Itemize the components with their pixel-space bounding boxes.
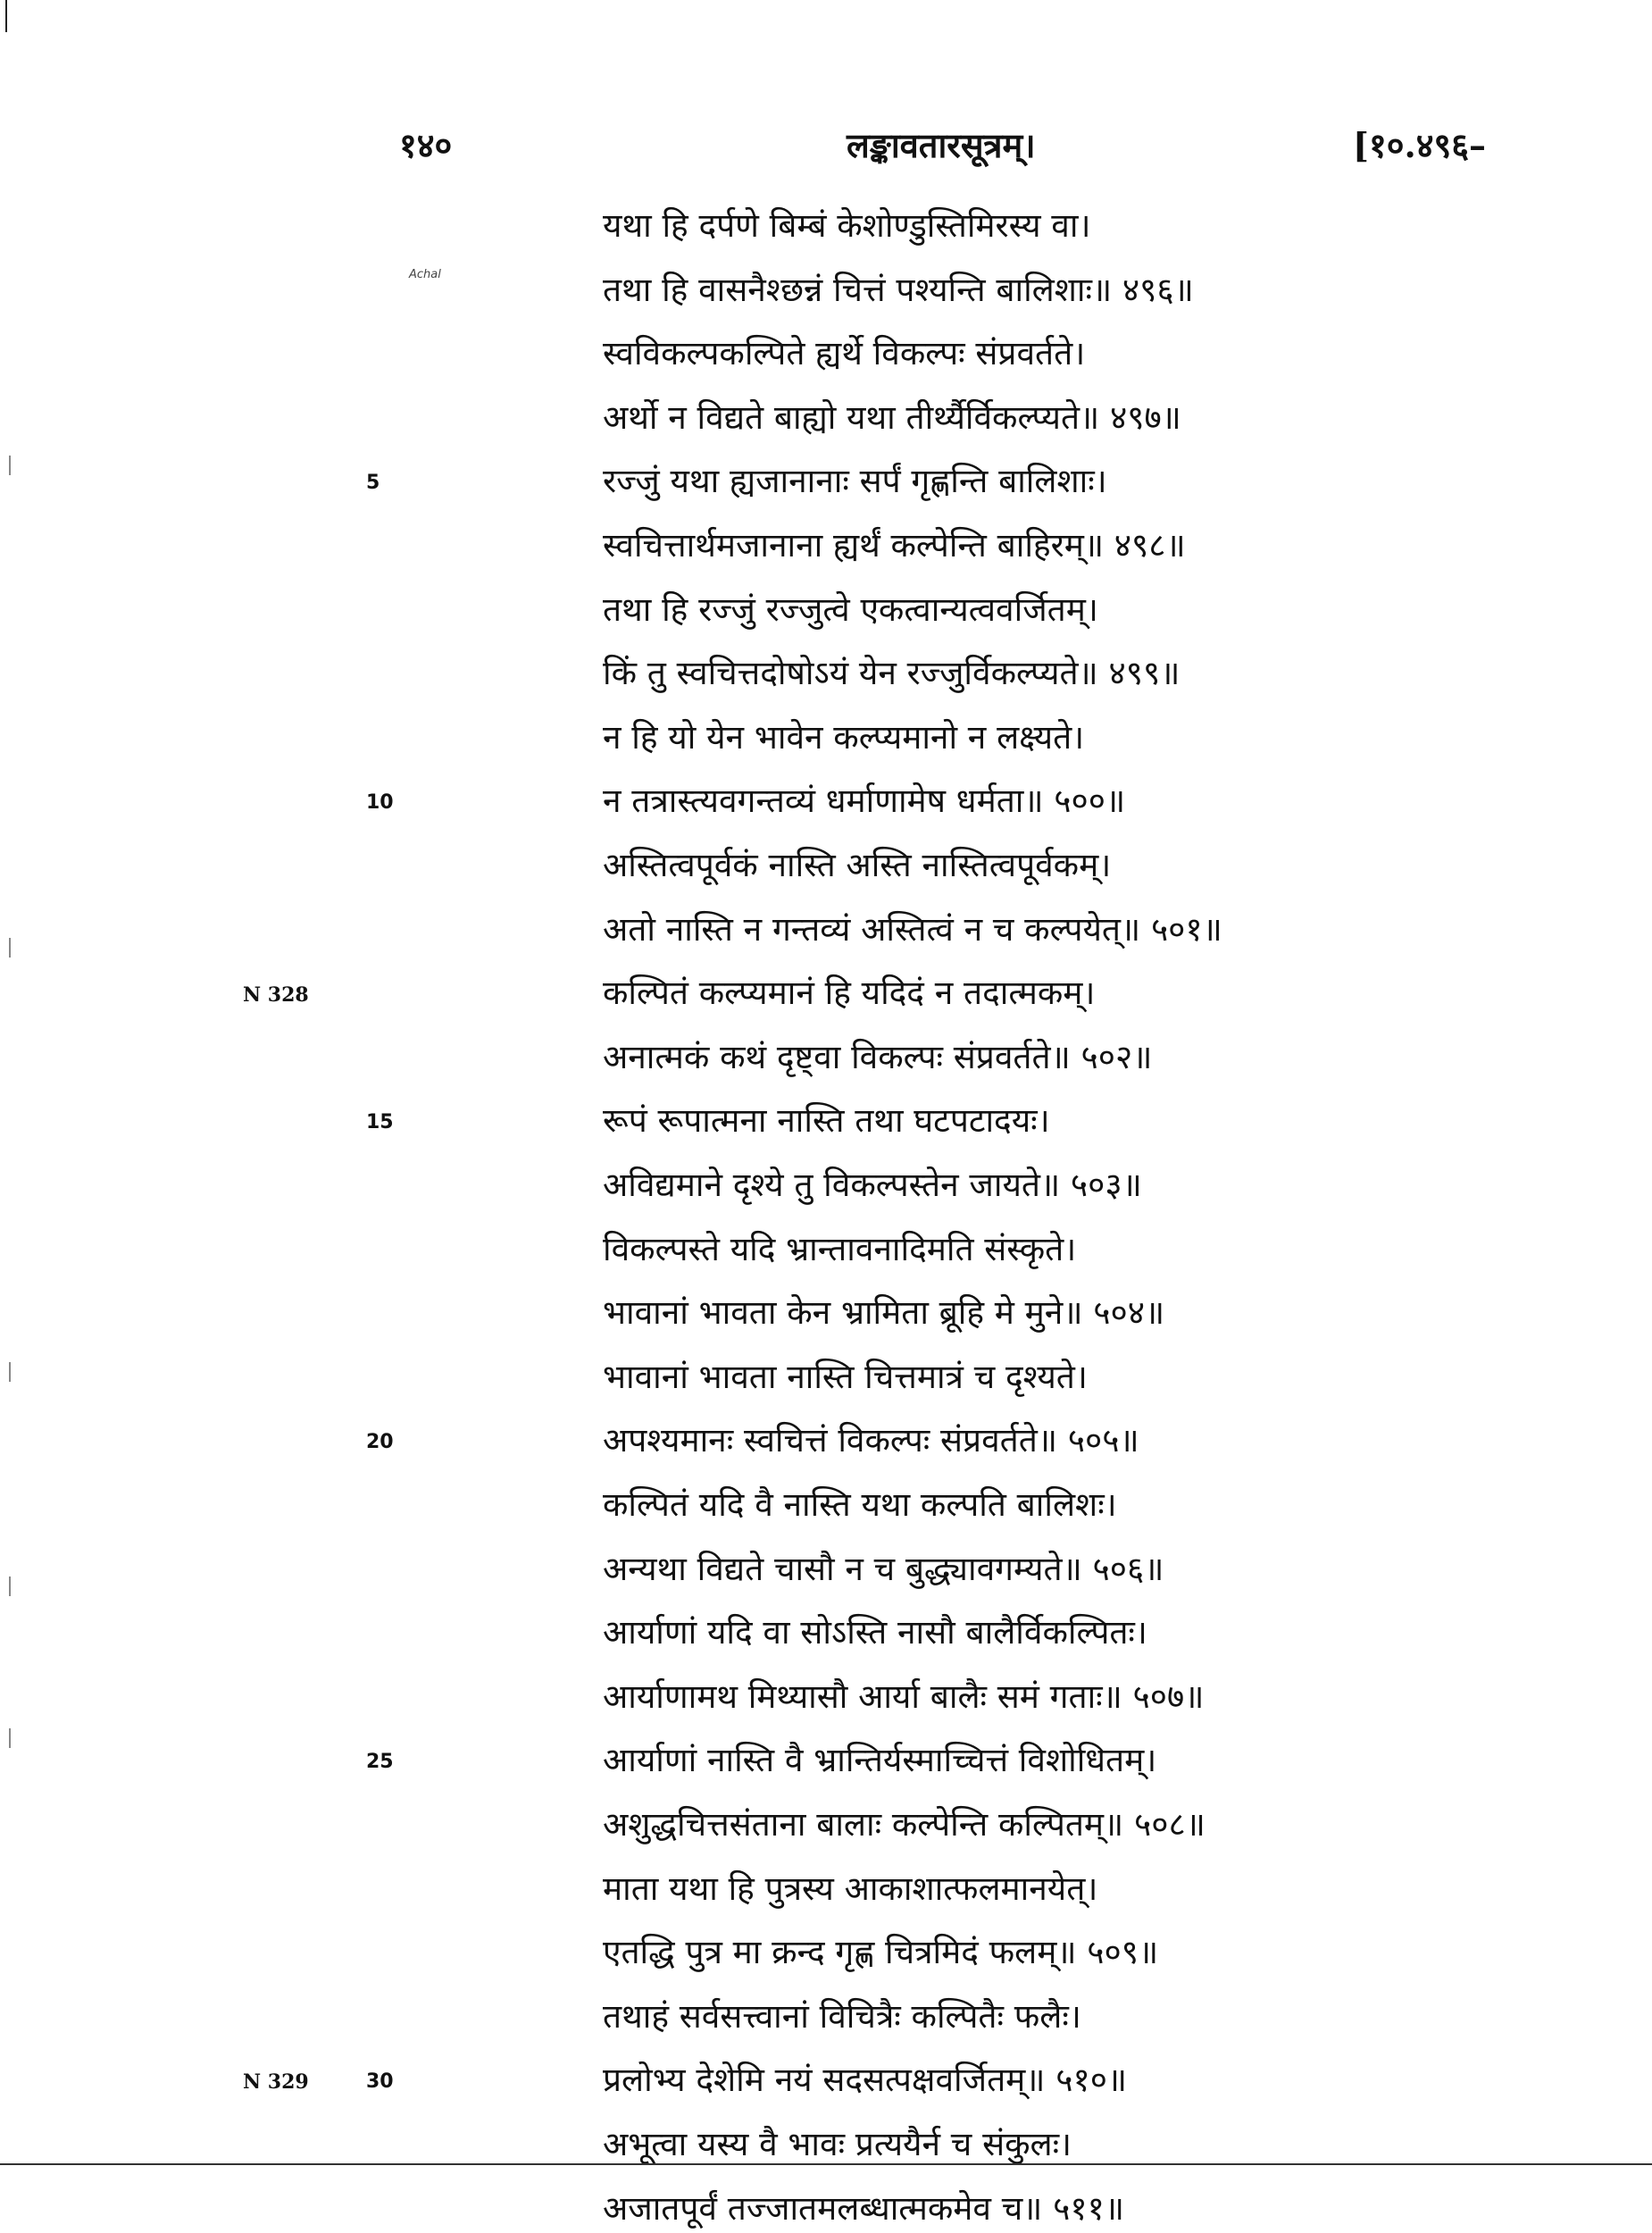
line-number: 5 <box>366 472 380 495</box>
verse-line: आर्याणां नास्ति वै भ्रान्तिर्यस्माच्चित्तं विशोधितम्। <box>603 1741 1157 1780</box>
verse-line: अपश्यमानः स्वचित्तं विकल्पः संप्रवर्तते॥ ५०५॥ <box>603 1421 1139 1460</box>
scan-mark <box>9 1362 11 1382</box>
verse-line: कल्पितं यदि वै नास्ति यथा कल्पति बालिशः। <box>603 1485 1117 1524</box>
n-marker: N 329 <box>243 2070 309 2095</box>
scan-mark <box>9 1576 11 1596</box>
verse-line: रूपं रूपात्मना नास्ति तथा घटपटादयः। <box>603 1101 1050 1141</box>
section-reference: [१०.४९६– <box>1353 125 1487 165</box>
verse-line: न हि यो येन भावेन कल्प्यमानो न लक्ष्यते। <box>603 717 1085 757</box>
verse-line: अशुद्धचित्तसंताना बालाः कल्पेन्ति कल्पितम्॥ ५०८॥ <box>603 1805 1206 1844</box>
verse-line: कल्पितं कल्प्यमानं हि यदिदं न तदात्मकम्। <box>603 974 1096 1013</box>
running-title: लङ्कावतारसूत्रम्। <box>847 125 1036 165</box>
verse-line: रज्जुं यथा ह्यजानानाः सर्पं गृह्णन्ति बालिशाः। <box>603 462 1107 501</box>
verse-line: स्वचित्तार्थमजानाना ह्यर्थं कल्पेन्ति बाहिरम्॥ ४९८॥ <box>603 526 1186 565</box>
line-number: 20 <box>366 1431 394 1454</box>
verse-line: एतद्धि पुत्र मा क्रन्द गृह्ण चित्रमिदं फलम्॥ ५०९॥ <box>603 1933 1159 1972</box>
verse-line: स्वविकल्पकल्पिते ह्यर्थे विकल्पः संप्रवर्तते। <box>603 334 1086 373</box>
verse-line: अविद्यमाने दृश्ये तु विकल्पस्तेन जायते॥ ५०३॥ <box>603 1166 1142 1204</box>
verse-line: अतो नास्ति न गन्तव्यं अस्तित्वं न च कल्पयेत्॥ ५०१॥ <box>603 909 1222 949</box>
verse-line: अस्तित्वपूर्वकं नास्ति अस्ति नास्तित्वपूर्वकम्। <box>603 846 1112 884</box>
line-number: 15 <box>366 1111 394 1134</box>
verse-line: न तत्रास्त्यवगन्तव्यं धर्माणामेष धर्मता॥ ५००॥ <box>603 782 1126 821</box>
page-header <box>0 116 1652 179</box>
verse-line: तथा हि रज्जुं रज्जुत्वे एकत्वान्यत्ववर्जितम्। <box>603 590 1098 629</box>
verse-line: तथाहं सर्वसत्त्वानां विचित्रैः कल्पितैः फलैः। <box>603 1996 1081 2036</box>
verse-line: किं तु स्वचित्तदोषोऽयं येन रज्जुर्विकल्प्यते॥ ४९९॥ <box>603 654 1181 693</box>
bottom-rule <box>0 2163 1652 2165</box>
verse-line: यथा हि दर्पणे बिम्बं केशोण्डुस्तिमिरस्य वा। <box>603 206 1091 245</box>
verse-line: अभूत्वा यस्य वै भावः प्रत्ययैर्न च संकुलः। <box>603 2125 1072 2163</box>
verse-line: अर्थो न विद्यते बाह्यो यथा तीर्थ्यैर्विकल्प्यते॥ ४९७॥ <box>603 397 1181 437</box>
scan-mark <box>9 1728 11 1748</box>
scan-mark <box>9 938 11 958</box>
verse-line: माता यथा हि पुत्रस्य आकाशात्फलमानयेत्। <box>603 1869 1098 1908</box>
verse-line: विकल्पस्ते यदि भ्रान्तावनादिमति संस्कृते। <box>603 1229 1077 1268</box>
verse-line: भावानां भावता केन भ्रामिता ब्रूहि मे मुने॥ ५०४॥ <box>603 1293 1165 1333</box>
verse-line: आर्याणां यदि वा सोऽस्ति नासौ बालैर्विकल्पितः। <box>603 1613 1147 1652</box>
line-number: 10 <box>366 791 394 815</box>
n-marker: N 328 <box>243 983 309 1008</box>
scan-mark <box>9 456 11 475</box>
verse-line: आर्याणामथ मिथ्यासौ आर्या बालैः समं गताः॥ ५०७॥ <box>603 1677 1205 1716</box>
verse-line: प्रलोभ्य देशेमि नयं सदसत्पक्षवर्जितम्॥ ५१०॥ <box>603 2061 1128 2100</box>
verse-line: भावानां भावता नास्ति चित्तमात्रं च दृश्यते। <box>603 1357 1088 1396</box>
verse-line: तथा हि वासनैश्छन्नं चित्तं पश्यन्ति बालिशाः॥ ४९६॥ <box>603 270 1194 309</box>
verse-line: अजातपूर्वं तज्जातमलब्धात्मकमेव च॥ ५११॥ <box>603 2188 1124 2228</box>
line-number: 25 <box>366 1751 394 1774</box>
handwritten-margin-note: Achal <box>409 268 441 281</box>
scan-edge-mark <box>5 0 7 32</box>
verse-line: अनात्मकं कथं दृष्ट्वा विकल्पः संप्रवर्तते॥ ५०२॥ <box>603 1037 1153 1076</box>
line-number: 30 <box>366 2070 394 2094</box>
verse-line: अन्यथा विद्यते चासौ न च बुद्ध्यावगम्यते॥ ५०६॥ <box>603 1549 1164 1588</box>
page-number: १४० <box>399 125 453 165</box>
